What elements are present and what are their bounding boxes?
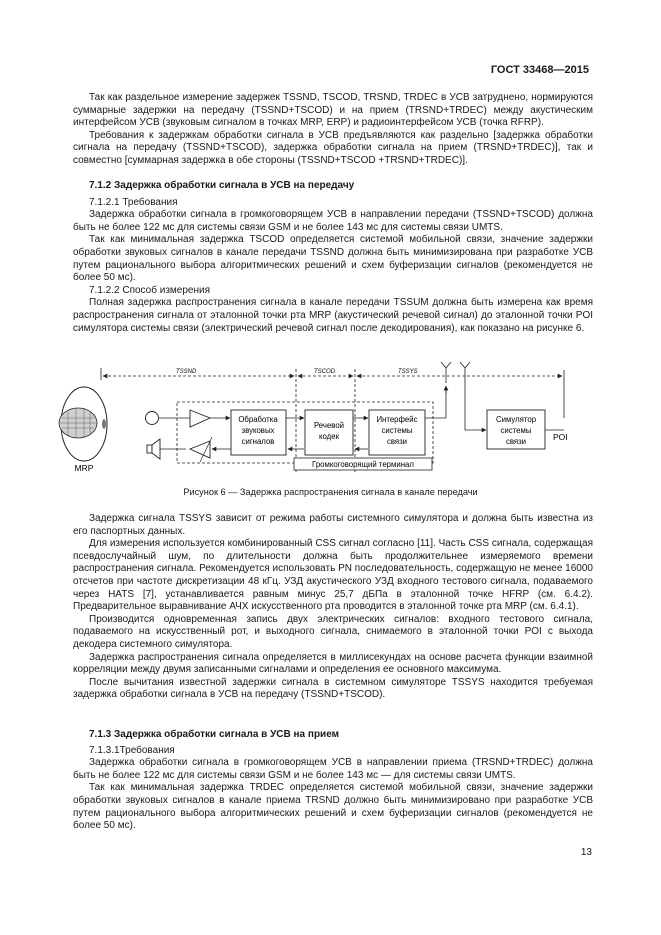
subsection-title: 7.1.2.1 Требования (89, 196, 178, 208)
paragraph: Полная задержка распространения сигнала в канале передачи TSSUM должна быть измерена как время распространения сигнала от эталонной точки рта MRP (акустический речевой сигнал) до эталонной точки POI симулятора системы связи (электрический речевой сигнал после декодирования), как показано на рисунке 6. (73, 297, 593, 334)
block-interface-line1: Интерфейс (376, 415, 418, 424)
artificial-head-icon (59, 387, 107, 461)
page-number: 13 (580, 847, 592, 858)
microphone-icon (146, 412, 159, 425)
block-simulator-line1: Симулятор (495, 415, 537, 424)
block-simulator-line2: системы (500, 426, 532, 435)
paragraph-delay-requirements: Требования к задержкам обработки сигнала в УСВ предъявляются как раздельно [задержка обработки сигнала на передачу (TSSND+TSCOD), задержка обработки сигнала на прием (TRSND+TRDEC)], так и совместно [суммарная задержка в обе стороны (TSSND+TSCOD +TRSND+TRDEC)]. (73, 129, 593, 166)
amplifier-tx-icon (190, 410, 210, 427)
label-tssnd: TSSND (176, 369, 197, 375)
amplifier-rx-icon (190, 441, 210, 458)
block-processing-line1: Обработка (238, 415, 278, 424)
section-7-1-3 (73, 729, 593, 833)
mrp-label: MRP (74, 463, 94, 473)
paragraph: Задержка обработки сигнала в громкоговорящем УСВ в направлении передачи (TSSND+TSCOD) должна быть не более 122 мс для системы связи GSM и не более 143 мс для системы связи UMTS. (73, 209, 593, 233)
paragraph-delays-overview: Так как раздельное измерение задержек TSSND, TSCOD, TRSND, TRDEC в УСВ затруднено, нормируются суммарные задержки на передачу (TSSND+TSCOD) и на прием (TRSND+TRDEC) между акустическим интерфейсом УСВ (звуковым сигналом в точках MRP, ERP) и радиоинтерфейсом УСВ (точка RFRP). (73, 92, 593, 129)
section-heading: 7.1.3 Задержка обработки сигнала в УСВ на прием (89, 729, 340, 740)
loudspeaker-icon (147, 439, 160, 459)
paragraph: Так как минимальная задержка TRDEC определяется системой мобильной связи, значение задержки обработки звуковых сигналов в канале приема TRSND должно быть минимизировано при разработке УСВ путем рационального выбора алгоритмических решений и схем буферизации сигналов (рекомендуется не более 50 мс). (73, 782, 593, 832)
subsection-title: 7.1.3.1Требования (89, 744, 175, 756)
paragraph: Задержка распространения сигнала определяется в миллисекундах на основе расчета функции взаимной корреляции между двумя записанными сигналами и определения ее основного максимума. (73, 651, 593, 676)
paragraph: Так как минимальная задержка TSCOD определяется системой мобильной связи, значение задержки обработки звуковых сигналов в канале передачи TSSND должна быть минимизирована при разработке УСВ путем рационального выбора алгоритмических решений и схем буферизации сигналов (рекомендуется не более 50 мс). (73, 234, 593, 284)
poi-label: POI (553, 432, 568, 442)
paragraph: Задержка обработки сигнала в громкоговорящем УСВ в направлении приема (TRSND+TRDEC) должна быть не более 122 мс для системы связи GSM и не более 143 мс — для системы связи UMTS. (73, 757, 593, 781)
measurement-section (73, 513, 593, 702)
block-codec-line2: кодек (319, 432, 339, 441)
block-processing-line3: сигналов (241, 437, 275, 446)
terminal-label: Громкоговорящий терминал (312, 460, 414, 469)
document-header: ГОСТ 33468—2015 (490, 64, 589, 76)
antenna-icon (441, 362, 470, 430)
paragraph: Производится одновременная запись двух электрических сигналов: входного тестового сигнала, подаваемого на искусственный рот, и выходного сигнала, снимаемого в эталонной точки POI с выхода декодера системного симулятора. (73, 613, 593, 650)
section-heading: 7.1.2 Задержка обработки сигнала в УСВ на передачу (89, 180, 355, 191)
figure-caption: Рисунок 6 — Задержка распространения сигнала в канале передачи (183, 487, 478, 497)
label-tscod: TSCOD (314, 369, 335, 375)
block-interface-line3: связи (386, 437, 408, 446)
block-processing-line2: звуковых (241, 426, 275, 435)
block-codec-line1: Речевой (313, 421, 345, 430)
paragraph: Для измерения используется комбинированный CSS сигнал согласно [11]. Часть CSS сигнала, содержащая псевдослучайный шум, по длительности должна быть продолжительнее измеряемого времени распространения сигнала. Рекомендуется использовать PN последовательность, содержащую не менее 16000 отсчетов при частоте дискретизации 48 кГц. УЗД акустического УЗД входного тестового сигнала, подаваемого через HATS [7], устанавливается равным минус 25,7 дБПа в эталонной точке HFRP (см. 6.4.2). Предварительное выравнивание АЧХ искусственного рта проводится в эталонной точке рта MRP (см. 6.4.1). (73, 538, 593, 613)
subsection-title: 7.1.2.2 Способ измерения (89, 284, 210, 296)
block-simulator-line3: связи (505, 437, 527, 446)
paragraph: После вычитания известной задержки сигнала в системном симуляторе TSSYS находится требуемая задержка обработки сигнала в УСВ на передачу (TSSND+TSCOD). (73, 676, 593, 701)
block-interface-line2: системы (381, 426, 413, 435)
label-tssys: TSSYS (398, 369, 418, 375)
paragraph: Задержка сигнала TSSYS зависит от режима работы системного симулятора и должна быть известна из его паспортных данных. (73, 513, 593, 537)
